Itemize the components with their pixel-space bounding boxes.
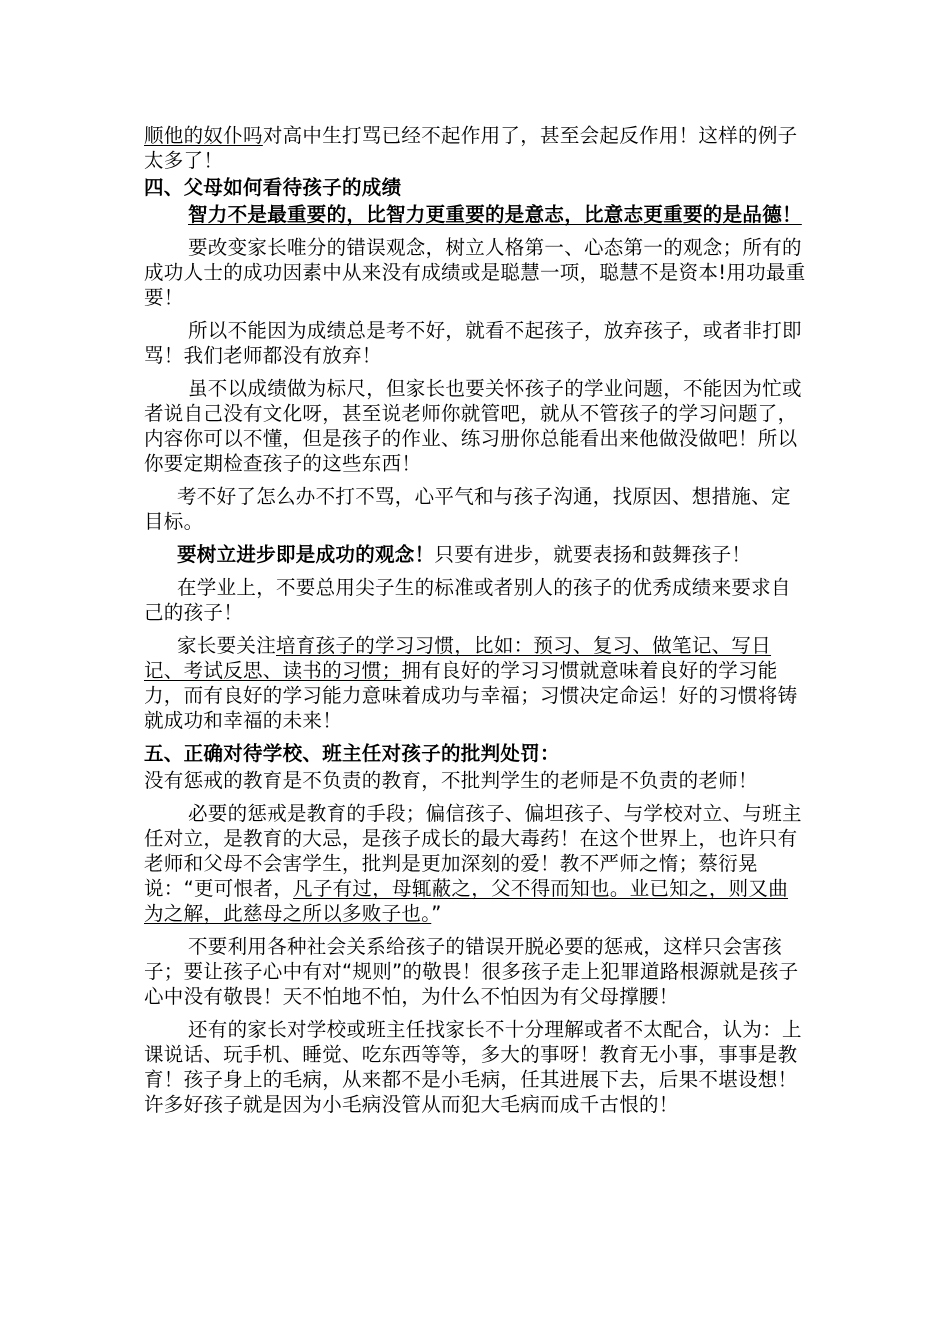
paragraph-text: 家长要关注 — [177, 634, 277, 657]
paragraph: 虽不以成绩做为标尺，但家长也要关怀孩子的学业问题，不能因为忙或者说自己没有文化呀，甚至说老师你就管吧，就从不管孩子的学习问题了，内容你可以不懂，但是孩子的作业、练习册你总能看出来他做没做吧！所以你要定期检查孩子的这些东西！ — [144, 377, 802, 475]
paragraph: 在学业上，不要总用尖子生的标准或者别人的孩子的优秀成绩来要求自己的孩子！ — [144, 576, 791, 624]
paragraph-mixed — [144, 801, 806, 926]
section-heading-5: 五、正确对待学校、班主任对孩子的批判处罚： — [144, 742, 560, 765]
paragraph: 没有惩戒的教育是不负责的教育，不批判学生的老师是不负责的老师！ — [144, 769, 758, 792]
paragraph: 所以不能因为成绩总是考不好，就看不起孩子，放弃孩子，或者非打即骂！我们老师都没有放弃！ — [144, 319, 802, 367]
paragraph-text: 必要的惩戒是教育的手段；偏信孩子、偏坦孩子、与学校对立、与班主任对立，是教育的大忌，是孩子成长的最大毒药！在这个世界上，也许只有老师和父母不会害学生，批判是更加深刻的爱！教不严师之惰；蔡衍晃说：“更可恨者， — [144, 802, 802, 900]
underlined-quote: 凡子有过，母辄蔽之，父不得而知也。业已知之，则又曲为之解，此慈母之所以多败子也。 — [144, 877, 789, 925]
paragraph-text: 对高中生打骂已经不起作用了，甚至会起反作用！这样的例子太多了！ — [144, 124, 798, 172]
document-page — [144, 123, 806, 1117]
underlined-phrase: 培育孩子的学习习惯，比如：预习、复习、做笔记、写日记、考试反思、读书的习惯； — [144, 634, 772, 682]
paragraph-mixed — [144, 633, 806, 733]
paragraph-continuation — [144, 123, 806, 173]
section-heading-4: 四、父母如何看待孩子的成绩 — [144, 176, 402, 199]
paragraph-text: ” — [431, 902, 442, 925]
bold-underlined-statement: 智力不是最重要的，比智力更重要的是意志，比意志更重要的是品德！ — [188, 203, 802, 226]
bold-phrase: 要树立进步即是成功的观念！ — [177, 543, 435, 566]
paragraph: 不要利用各种社会关系给孩子的错误开脱必要的惩戒，这样只会害孩子；要让孩子心中有对“规则”的敬畏！很多孩子走上犯罪道路根源就是孩子心中没有敬畏！天不怕地不怕，为什么不怕因为有父母撑腰！ — [144, 935, 799, 1008]
paragraph: 还有的家长对学校或班主任找家长不十分理解或者不太配合，认为：上课说话、玩手机、睡觉、吃东西等等，多大的事呀！教育无小事，事事是教育！孩子身上的毛病，从来都不是小毛病，任其进展下去，后果不堪设想！许多好孩子就是因为小毛病没管从而犯大毛病而成千古恨的！ — [144, 1018, 802, 1116]
paragraph: 要改变家长唯分的错误观念，树立人格第一、心态第一的观念；所有的成功人士的成功因素中从来没有成绩或是聪慧一项，聪慧不是资本!用功最重要！ — [144, 236, 806, 309]
underlined-phrase: 顺他的奴仆吗 — [144, 124, 263, 147]
paragraph-text: 拥有良好的学习习惯就意味着良好的学习能力，而有良好的学习能力意味着成功与幸福；习惯决定命运！好的习惯将铸就成功和幸福的未来！ — [144, 659, 798, 732]
paragraph-text: 只要有进步，就要表扬和鼓舞孩子！ — [434, 543, 752, 566]
paragraph-mixed — [144, 542, 806, 567]
paragraph: 考不好了怎么办不打不骂，心平气和与孩子沟通，找原因、想措施、定目标。 — [144, 485, 791, 533]
